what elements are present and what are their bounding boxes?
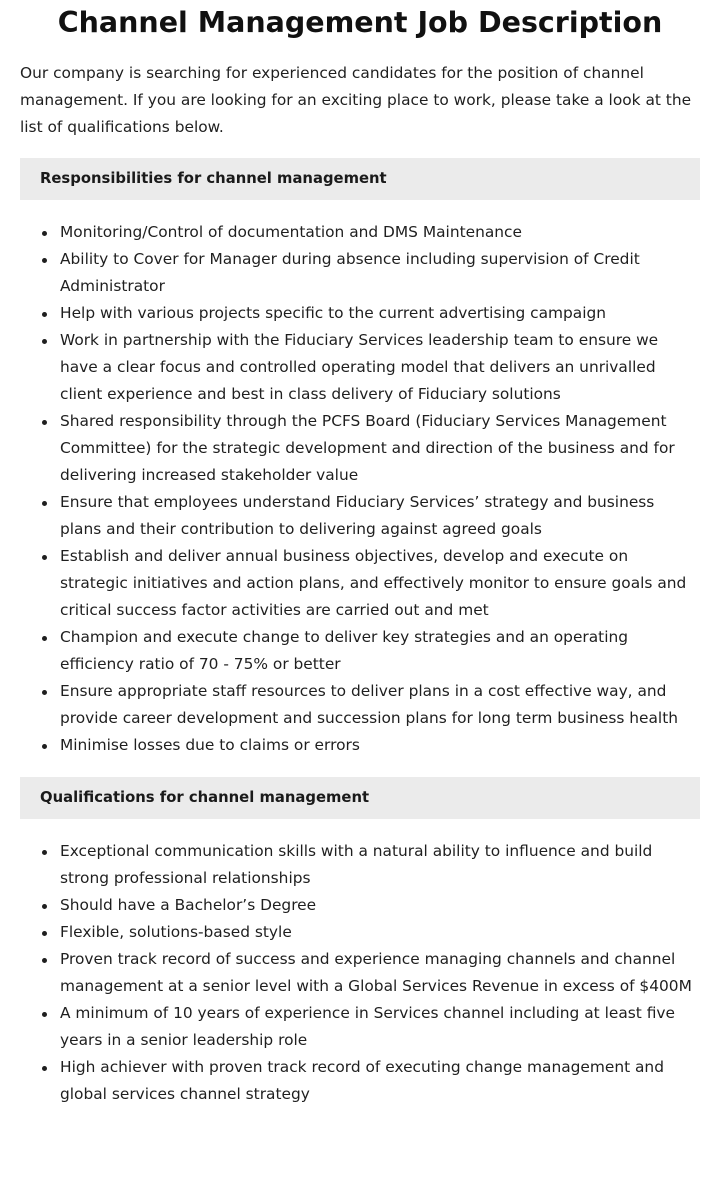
- list-item: Ensure that employees understand Fiduciary Services’ strategy and business plans and their contribution to delivering against agreed goals: [20, 489, 700, 543]
- list-item: Establish and deliver annual business objectives, develop and execute on strategic initiatives and action plans, and effectively monitor to ensure goals and critical success factor activities are carried out and met: [20, 543, 700, 624]
- list-item: Work in partnership with the Fiduciary Services leadership team to ensure we have a clear focus and controlled operating model that delivers an unrivalled client experience and best in class delivery of Fiduciary solutions: [20, 327, 700, 408]
- list-item: Ensure appropriate staff resources to deliver plans in a cost effective way, and provide career development and succession plans for long term business health: [20, 678, 700, 732]
- list-item: High achiever with proven track record of executing change management and global services channel strategy: [20, 1054, 700, 1108]
- list-item: Monitoring/Control of documentation and DMS Maintenance: [20, 219, 700, 246]
- list-item: Flexible, solutions-based style: [20, 919, 700, 946]
- list-item: Proven track record of success and experience managing channels and channel management at a senior level with a Global Services Revenue in excess of $400M: [20, 946, 700, 1000]
- list-item: Ability to Cover for Manager during absence including supervision of Credit Administrator: [20, 246, 700, 300]
- page-title: Channel Management Job Description: [57, 6, 663, 39]
- list-item: Should have a Bachelor’s Degree: [20, 892, 700, 919]
- list-item: Champion and execute change to deliver key strategies and an operating efficiency ratio of 70 - 75% or better: [20, 624, 700, 678]
- list-item: Shared responsibility through the PCFS Board (Fiduciary Services Management Committee) for the strategic development and direction of the business and for delivering increased stakeholder value: [20, 408, 700, 489]
- list-item: A minimum of 10 years of experience in Services channel including at least five years in a senior leadership role: [20, 1000, 700, 1054]
- qualifications-list: [20, 838, 700, 1108]
- responsibilities-list: [20, 219, 700, 759]
- list-item: Help with various projects specific to the current advertising campaign: [20, 300, 700, 327]
- responsibilities-header: Responsibilities for channel management: [20, 158, 700, 200]
- intro-paragraph: Our company is searching for experienced candidates for the position of channel management. If you are looking for an exciting place to work, please take a look at the list of qualifications below.: [20, 64, 692, 136]
- list-item: Exceptional communication skills with a natural ability to influence and build strong professional relationships: [20, 838, 700, 892]
- qualifications-header: Qualifications for channel management: [20, 777, 700, 819]
- list-item: Minimise losses due to claims or errors: [20, 732, 700, 759]
